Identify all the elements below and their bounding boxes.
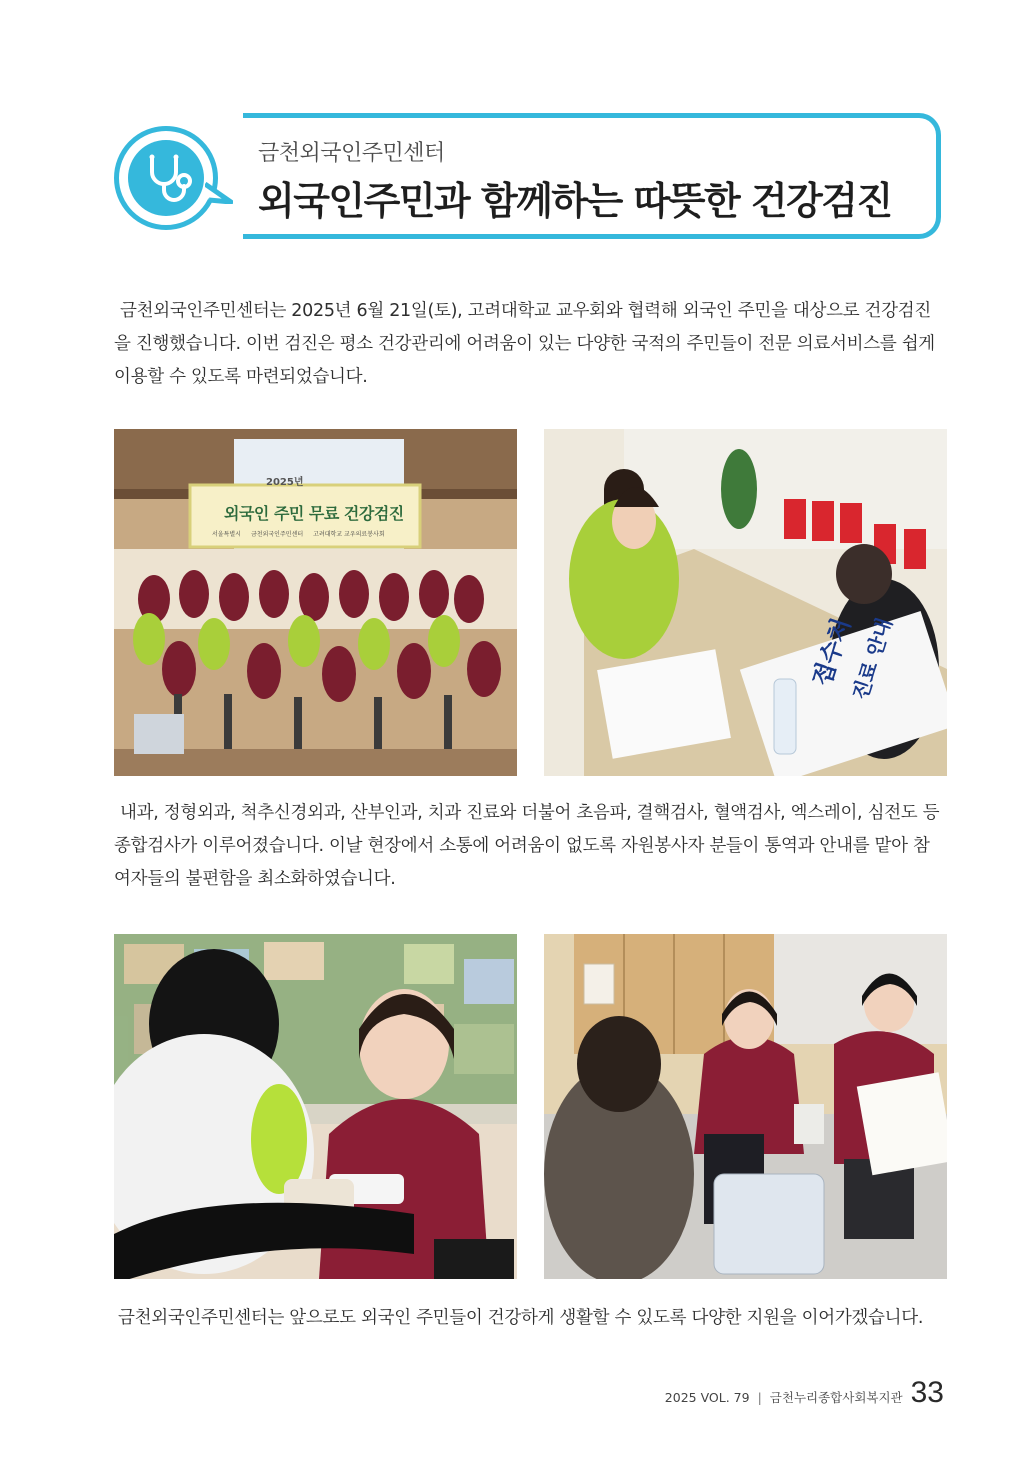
intro-paragraph: 금천외국인주민센터는 2025년 6월 21일(토), 고려대학교 교우회와 협력해 외국인 주민을 대상으로 건강검진을 진행했습니다. 이번 검진은 평소 건강관리에 어려움이 있는 다양한 국적의 주민들이 전문 의료서비스를 쉽게 이용할 수 있도록 마련되었습니다.	[114, 301, 935, 387]
header-icon-bubble	[114, 126, 218, 230]
page-number: 33	[910, 1376, 944, 1409]
footer-org: 금천누리종합사회복지관	[769, 1390, 903, 1405]
sponsor-korea-univ: 고려대학교 교우의료봉사회	[313, 531, 385, 538]
group-photo	[114, 429, 517, 776]
services-paragraph: 내과, 정형외과, 척추신경외과, 산부인과, 치과 진료와 더불어 초음파, 결핵검사, 혈액검사, 엑스레이, 심전도 등 종합검사가 이루어졌습니다. 이날 현장에서 소통에 어려움이 없도록 자원봉사자 분들이 통역과 안내를 맡아 참여자들의 불편함을 최소화하였습니다.	[114, 803, 940, 889]
closing-paragraph: 금천외국인주민센터는 앞으로도 외국인 주민들이 건강하게 생활할 수 있도록 다양한 지원을 이어가겠습니다.	[118, 1308, 924, 1328]
banner-title: 외국인 주민 무료 건강검진	[224, 504, 404, 523]
banner-sponsors	[212, 529, 385, 538]
desk-sign-1: 접수처	[807, 614, 856, 690]
bubble-tail	[205, 182, 233, 204]
blood-pressure-photo	[114, 934, 517, 1279]
desk-sign-2: 진료 안내	[847, 615, 897, 703]
page-title: 외국인주민과 함께하는 따뜻한 건강검진	[258, 179, 892, 223]
page-footer	[665, 1376, 944, 1410]
stethoscope-icon	[128, 140, 204, 216]
sponsor-seoul: 서울특별시	[212, 531, 241, 538]
issue-label: 2025 VOL. 79	[664, 1390, 750, 1405]
exam-room-photo	[544, 934, 947, 1279]
banner-year: 2025년	[266, 477, 304, 488]
footer-separator: |	[757, 1390, 762, 1405]
registration-photo	[544, 429, 947, 776]
sponsor-center: 금천외국인주민센터	[250, 531, 304, 538]
header-subtitle: 금천외국인주민센터	[258, 141, 445, 166]
